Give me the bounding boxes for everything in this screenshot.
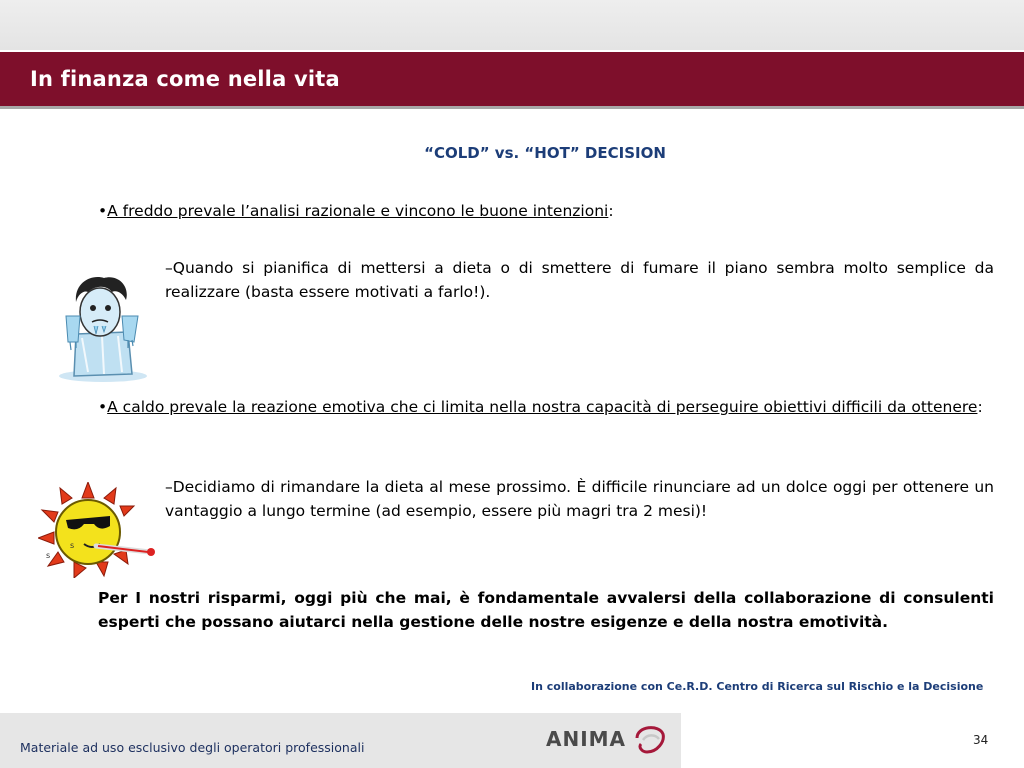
bullet-cold [98, 199, 998, 223]
conclusion-text: Per I nostri risparmi, oggi più che mai, è fondamentale avvalersi della collaborazione di consulenti esperti che possano aiutarci nella gestione delle nostre esigenze e della nostra emotività. [98, 589, 994, 631]
footer-disclaimer: Materiale ad uso esclusivo degli operatori professionali [20, 740, 365, 755]
svg-text:s: s [46, 551, 51, 560]
sub-point-cold: –Quando si pianifica di mettersi a dieta o di smettere di fumare il piano sembra molto semplice da realizzare (basta essere motivati a farlo!). [165, 259, 994, 301]
bullet-hot-colon: : [977, 398, 983, 416]
bullet-cold-colon: : [608, 202, 614, 220]
logo-wordmark: ANIMA [546, 727, 627, 751]
top-strip [0, 0, 1024, 50]
bullet-cold-text: A freddo prevale l’analisi razionale e vincono le buone intenzioni [107, 202, 609, 220]
slide-title: In finanza come nella vita [30, 67, 340, 91]
sub-point-hot: –Decidiamo di rimandare la dieta al mese prossimo. È difficile rinunciare ad un dolce oggi per ottenere un vantaggio a lungo termine (ad esempio, essere più magri tra 2 mesi)! [165, 478, 994, 520]
svg-text:s: s [70, 541, 75, 550]
anima-logo [546, 721, 686, 761]
bullet-marker: • [98, 202, 108, 220]
bullet-marker: • [98, 398, 108, 416]
hot-sun-illustration [38, 482, 160, 578]
bullet-hot [98, 395, 994, 419]
credit-line: In collaborazione con Ce.R.D. Centro di Ricerca sul Rischio e la Decisione [531, 680, 984, 693]
frozen-man-illustration [58, 272, 150, 384]
bullet-hot-text: A caldo prevale la reazione emotiva che ci limita nella nostra capacità di perseguire obiettivi difficili da ottenere [107, 398, 978, 416]
title-bar [0, 52, 1024, 109]
section-heading: “COLD” vs. “HOT” DECISION [424, 144, 666, 162]
logo-mark-icon [634, 721, 666, 755]
page-number: 34 [973, 733, 989, 747]
